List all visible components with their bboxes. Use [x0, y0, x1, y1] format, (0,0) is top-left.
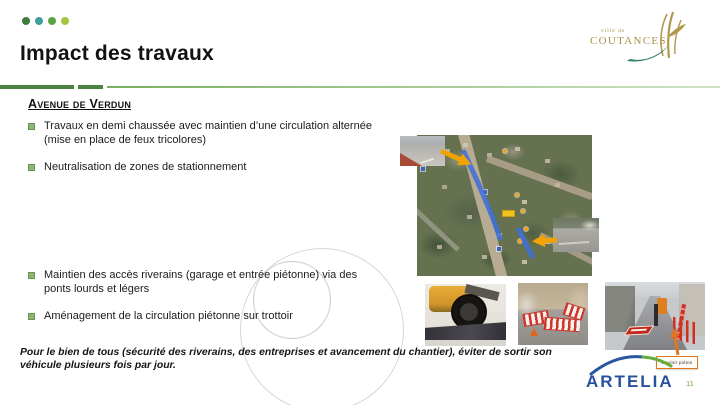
bullet-text: Maintien des accès riverains (garage et entrée piétonne) via des ponts lourds et légers: [44, 269, 358, 296]
map-marker-icon: [515, 193, 519, 197]
traffic-cone-icon: [530, 328, 538, 336]
list-item: [28, 309, 368, 323]
map-parking-icon: [497, 247, 501, 251]
title-divider-segment: [78, 85, 103, 89]
accent-dot-icon: [35, 17, 43, 25]
title-divider-segment: [0, 85, 74, 89]
bullet-square-icon: [28, 123, 35, 130]
list-item: [28, 119, 380, 148]
bullet-square-icon: [28, 164, 35, 171]
bullet-text: Neutralisation de zones de stationnement: [44, 160, 247, 173]
bullet-list-bottom: [28, 268, 368, 335]
accent-dot-icon: [22, 17, 30, 25]
map-marker-icon: [521, 209, 525, 213]
inset-photo-street-north: [400, 136, 445, 166]
footer-note: Pour le bien de tous (sécurité des riverains, des entreprises et avancement du chantier), éviter de sortir son véhicule plusieurs fois par jour.: [20, 347, 552, 372]
accent-dot-icon: [61, 17, 69, 25]
map-road: [417, 208, 460, 252]
slide-title: Impact des travaux: [20, 42, 214, 65]
photo-3d-street-view: [605, 282, 705, 350]
list-item: [28, 160, 380, 174]
map-marker-icon: [502, 210, 515, 217]
coutances-logo: [585, 8, 700, 70]
map-parking-icon: [483, 190, 487, 194]
map-road: [486, 155, 592, 200]
photo-excavator-steel-plate: [425, 284, 506, 346]
map-marker-icon: [518, 239, 522, 243]
photo-pedestrian-barriers: [518, 283, 588, 345]
title-divider-line: [107, 86, 720, 88]
map-marker-icon: [503, 149, 507, 153]
list-item: [28, 268, 368, 297]
page-number: 11: [686, 379, 694, 388]
callout-label: Couloir piéton: [656, 356, 698, 369]
inset-photo-street-south: [553, 218, 599, 252]
worker: [654, 304, 658, 326]
coutances-logo-line1: ville de: [601, 28, 626, 34]
coutances-leaf-icon: [669, 24, 686, 37]
bullet-text: Aménagement de la circulation piétonne sur trottoir: [44, 309, 293, 322]
bullet-square-icon: [28, 313, 35, 320]
ground: [425, 340, 506, 346]
bullet-square-icon: [28, 272, 35, 279]
section-heading: Avenue de Verdun: [28, 97, 132, 111]
bullet-text: Travaux en demi chaussée avec maintien d’une circulation alternée (mise en place de feux tricolores): [44, 120, 372, 147]
map-parking-icon: [421, 167, 425, 171]
red-white-barrier: [544, 317, 581, 332]
mini-excavator: [657, 298, 667, 314]
buildings-left: [605, 286, 635, 332]
accent-dot-icon: [48, 17, 56, 25]
map-marker-icon: [524, 227, 528, 231]
coutances-logo-line2: COUTANCES: [590, 35, 667, 47]
artelia-logo-text: ARTELIA: [586, 372, 674, 391]
bullet-list-top: [28, 119, 380, 186]
map-road: [456, 135, 508, 276]
coutances-reed-icon: [675, 20, 681, 54]
